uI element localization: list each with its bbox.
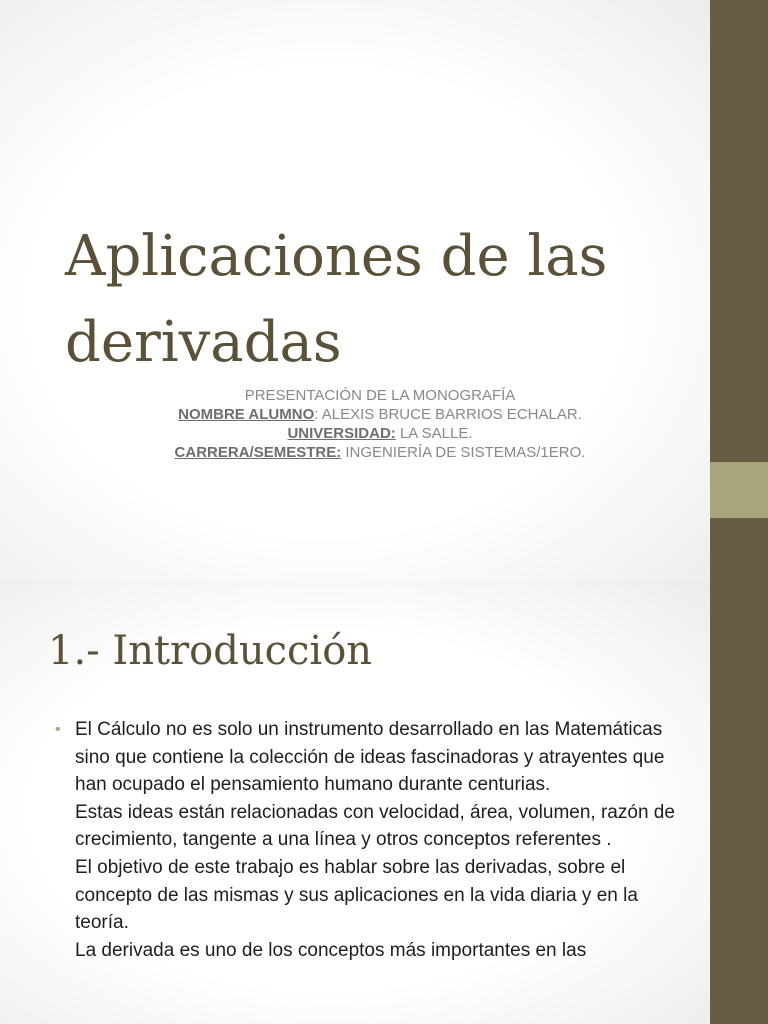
student-value: : ALEXIS BRUCE BARRIOS ECHALAR. (314, 406, 582, 423)
paragraph: Estas ideas están relacionadas con velocidad, área, volumen, razón de crecimiento, tangente a una línea y otros conceptos referentes . (75, 801, 675, 851)
career-value: INGENIERÍA DE SISTEMAS/1ERO. (341, 444, 586, 461)
paragraph: El objetivo de este trabajo es hablar sobre las derivadas, sobre el concepto de las mismas y sus aplicaciones en la vida diaria y en la teoría. (75, 856, 638, 934)
introduction-slide (0, 580, 710, 1024)
section-heading: 1.- Introducción (48, 628, 373, 674)
career-line (65, 443, 695, 462)
paragraph: La derivada es uno de los conceptos más importantes en las (75, 939, 587, 961)
bullet-item (55, 716, 685, 964)
side-band-bottom (710, 518, 768, 1024)
side-band-top (710, 0, 768, 462)
university-value: LA SALLE. (395, 425, 473, 442)
slide-subtitle (65, 386, 695, 462)
university-line (65, 424, 695, 443)
side-band-accent (710, 462, 768, 518)
career-label: CARRERA/SEMESTRE: (174, 444, 342, 461)
student-line (65, 405, 695, 424)
university-label: UNIVERSIDAD: (287, 425, 396, 442)
bullet-icon: • (55, 721, 61, 738)
paragraph: El Cálculo no es solo un instrumento desarrollado en las Matemáticas sino que contiene la colección de ideas fascinadoras y atrayentes que han ocupado el pensamiento humano durante centurias. (75, 719, 665, 796)
subtitle-line: PRESENTACIÓN DE LA MONOGRAFÍA (244, 387, 516, 404)
slide-title: Aplicaciones de las derivadas (65, 224, 608, 375)
paragraph-list (75, 716, 685, 964)
slide-body (55, 716, 685, 964)
student-label: NOMBRE ALUMNO (178, 406, 315, 423)
